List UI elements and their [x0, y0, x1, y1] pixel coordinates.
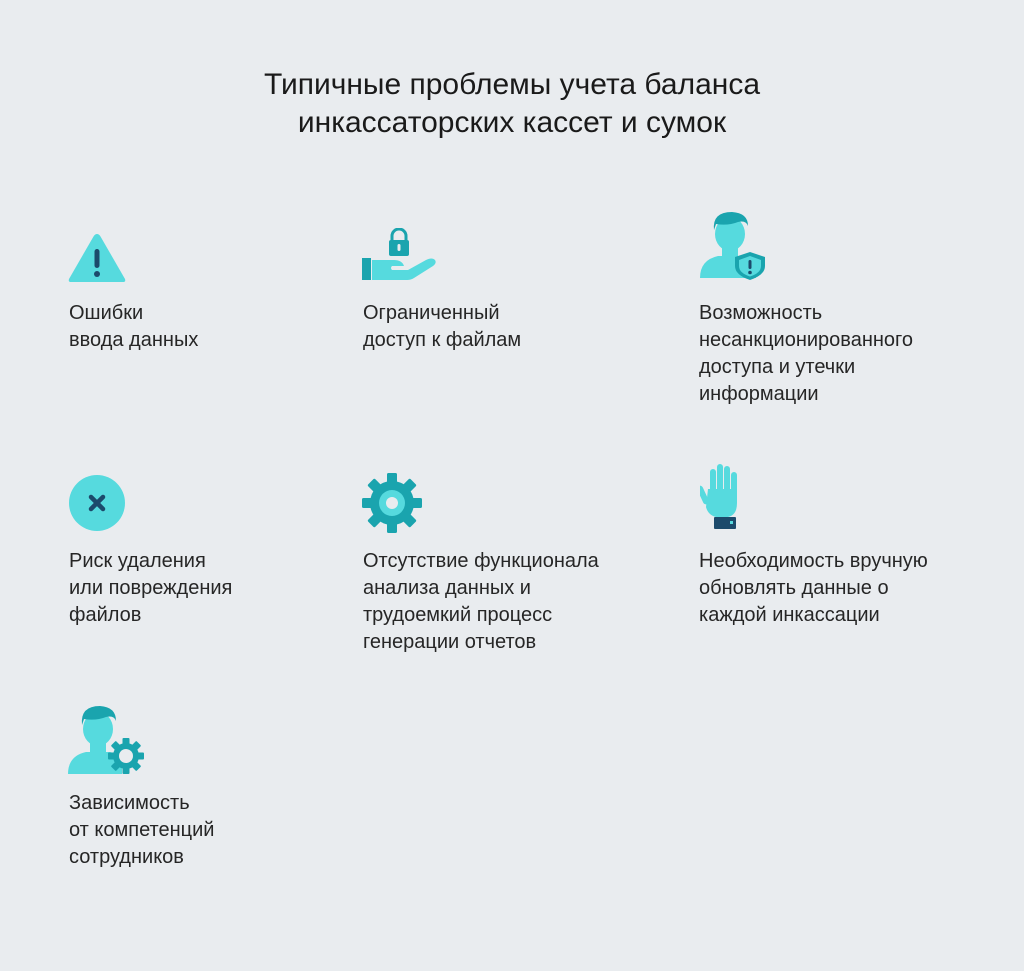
- problem-label-line: анализа данных и: [363, 577, 531, 599]
- problem-label-line: ввода данных: [69, 329, 199, 351]
- problem-label-line: информации: [699, 383, 819, 405]
- problem-label-line: доступа и утечки: [699, 356, 856, 378]
- problem-label: [699, 548, 928, 629]
- problem-label-line: от компетенций: [69, 819, 215, 841]
- user-gear-icon: [66, 700, 146, 776]
- problem-label: [363, 300, 521, 354]
- problem-label-line: каждой инкассации: [699, 604, 880, 626]
- page-title-line-2: инкассаторских кассет и сумок: [297, 106, 727, 139]
- user-shield-icon: [698, 208, 770, 280]
- problem-label-line: несанкционированного: [699, 329, 914, 351]
- warning-triangle-icon: [67, 232, 127, 284]
- problem-label-line: Отсутствие функционала: [363, 550, 599, 572]
- hand-lock-icon: [362, 228, 442, 282]
- problem-label-line: обновлять данные о: [699, 577, 889, 599]
- page-title: [0, 66, 1024, 142]
- problem-label-line: сотрудников: [69, 846, 184, 868]
- problem-label-line: Зависимость: [69, 792, 190, 814]
- problem-label-line: или повреждения: [69, 577, 233, 599]
- close-circle-icon: [68, 474, 126, 532]
- problem-label-line: файлов: [69, 604, 142, 626]
- problem-label-line: Ошибки: [69, 302, 144, 324]
- problem-label-line: Риск удаления: [69, 550, 206, 572]
- raised-hand-icon: [700, 463, 742, 531]
- problem-label: [363, 548, 599, 656]
- page-title-line-1: Типичные проблемы учета баланса: [263, 68, 761, 101]
- problem-label-line: трудоемкий процесс: [363, 604, 553, 626]
- problem-label: [69, 790, 214, 871]
- problem-label-line: Необходимость вручную: [699, 550, 928, 572]
- problem-label-line: генерации отчетов: [363, 631, 537, 653]
- problem-label-line: Ограниченный: [363, 302, 500, 324]
- problem-label-line: доступ к файлам: [363, 329, 522, 351]
- problem-label: [69, 548, 232, 629]
- problem-label-line: Возможность: [699, 302, 823, 324]
- problem-label: [699, 300, 913, 408]
- problem-label: [69, 300, 198, 354]
- gear-icon: [362, 473, 422, 533]
